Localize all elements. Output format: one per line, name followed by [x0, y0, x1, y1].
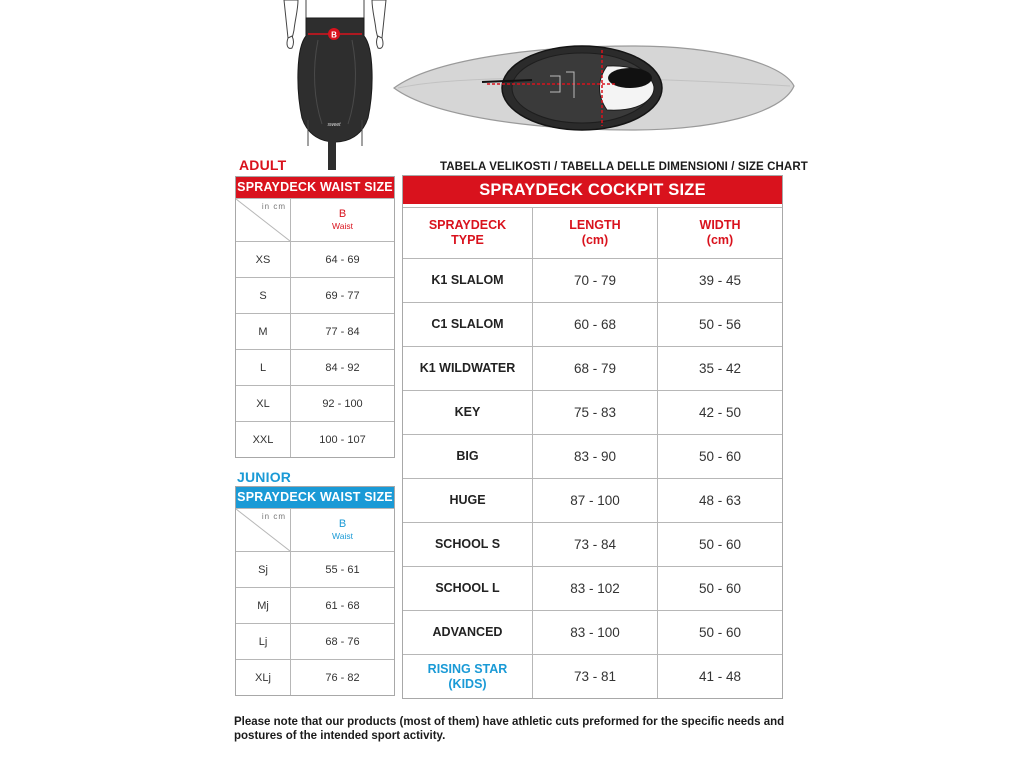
size-cell: S [236, 278, 291, 313]
cockpit-size-table [402, 175, 783, 699]
junior-table-title: SPRAYDECK WAIST SIZE [236, 487, 394, 508]
length-cell: 70 - 79 [533, 259, 658, 302]
table-row [236, 659, 394, 695]
length-cell: 60 - 68 [533, 303, 658, 346]
adult-table-title: SPRAYDECK WAIST SIZE [236, 177, 394, 198]
width-header-line1: WIDTH [699, 218, 741, 232]
length-header [533, 208, 658, 258]
table-row [236, 421, 394, 457]
table-row [403, 346, 782, 390]
cockpit-table-title: SPRAYDECK COCKPIT SIZE [403, 176, 782, 204]
size-cell: Lj [236, 624, 291, 659]
waist-cell: 61 - 68 [325, 599, 360, 612]
table-row [236, 551, 394, 587]
waist-cell: 84 - 92 [325, 361, 360, 374]
waist-cell: 69 - 77 [325, 289, 360, 302]
table-row [403, 258, 782, 302]
waist-cell: 64 - 69 [325, 253, 360, 266]
width-cell: 35 - 42 [698, 361, 742, 376]
table-row [236, 587, 394, 623]
width-cell: 50 - 60 [698, 537, 742, 552]
width-cell: 41 - 48 [698, 669, 742, 684]
waist-cell: 92 - 100 [322, 397, 363, 410]
length-cell: 75 - 83 [533, 391, 658, 434]
type-cell: ADVANCED [403, 611, 533, 654]
size-chart-caption: TABELA VELIKOSTI / TABELLA DELLE DIMENSIONI / SIZE CHART [440, 161, 808, 173]
table-row [403, 566, 782, 610]
length-cell: 83 - 102 [533, 567, 658, 610]
length-cell: 87 - 100 [533, 479, 658, 522]
brand-mark: sweet [327, 122, 341, 128]
junior-waist-size-table [235, 486, 395, 696]
junior-waist-header [291, 509, 394, 551]
adult-waist-letter: B [338, 208, 347, 220]
adult-waist-header [291, 199, 394, 241]
width-header [658, 208, 782, 258]
size-cell: Mj [236, 588, 291, 623]
type-cell: HUGE [403, 479, 533, 522]
size-cell: XS [236, 242, 291, 277]
table-row [236, 385, 394, 421]
spraydeck-figure-illustration [270, 0, 400, 172]
type-cell: K1 SLALOM [403, 259, 533, 302]
table-row [236, 623, 394, 659]
table-row [403, 522, 782, 566]
kids-type-cell [403, 655, 533, 698]
waist-marker-label: B [331, 30, 337, 40]
table-row [236, 349, 394, 385]
table-row [403, 390, 782, 434]
junior-waist-label: Waist [332, 531, 353, 541]
width-cell: 48 - 63 [698, 493, 742, 508]
length-header-line1: LENGTH [569, 218, 621, 232]
type-cell: SCHOOL S [403, 523, 533, 566]
length-header-line2: (cm) [581, 233, 609, 247]
adult-table-column-header [236, 198, 394, 241]
width-cell: 50 - 60 [698, 449, 742, 464]
width-cell: 50 - 60 [698, 625, 742, 640]
size-cell: XXL [236, 422, 291, 457]
table-row [403, 610, 782, 654]
type-header-line1: SPRAYDECK [428, 218, 507, 232]
waist-cell: 77 - 84 [325, 325, 360, 338]
width-cell: 42 - 50 [698, 405, 742, 420]
length-cell: 73 - 84 [533, 523, 658, 566]
type-cell: SCHOOL L [403, 567, 533, 610]
junior-table-column-header [236, 508, 394, 551]
size-cell: M [236, 314, 291, 349]
width-cell: 50 - 56 [698, 317, 742, 332]
junior-section-label: JUNIOR [237, 469, 292, 485]
fit-disclaimer-note: Please note that our products (most of them) have athletic cuts preformed for the specific needs and postures of the intended sport activity. [234, 716, 785, 742]
size-cell: Sj [236, 552, 291, 587]
size-cell: XL [236, 386, 291, 421]
table-row [236, 313, 394, 349]
table-row [236, 277, 394, 313]
adult-unit-label: in cm [261, 202, 286, 211]
adult-waist-size-table [235, 176, 395, 458]
kids-type-line1: RISING STAR [427, 661, 508, 676]
junior-waist-letter: B [338, 518, 347, 530]
type-cell: KEY [403, 391, 533, 434]
spraydeck-type-header [403, 208, 533, 258]
type-header-line2: TYPE [451, 233, 484, 247]
type-cell: K1 WILDWATER [403, 347, 533, 390]
length-cell: 68 - 79 [533, 347, 658, 390]
junior-unit-cell [236, 509, 291, 551]
junior-unit-label: in cm [261, 512, 286, 521]
waist-cell: 76 - 82 [325, 671, 360, 684]
width-cell: 39 - 45 [698, 273, 742, 288]
width-cell: 50 - 60 [698, 581, 742, 596]
width-header-line2: (cm) [706, 233, 734, 247]
adult-waist-label: Waist [332, 221, 353, 231]
cockpit-column-header [403, 207, 782, 258]
waist-cell: 68 - 76 [325, 635, 360, 648]
kids-type-line2: (KIDS) [448, 676, 487, 691]
waist-cell: 55 - 61 [325, 563, 360, 576]
table-row [403, 434, 782, 478]
table-row [403, 302, 782, 346]
size-cell: L [236, 350, 291, 385]
kayak-cockpit-illustration [392, 36, 796, 138]
length-cell: 83 - 100 [533, 611, 658, 654]
waist-cell: 100 - 107 [319, 433, 366, 446]
type-cell: BIG [403, 435, 533, 478]
table-row-kids [403, 654, 782, 698]
table-row [403, 478, 782, 522]
table-row [236, 241, 394, 277]
adult-unit-cell [236, 199, 291, 241]
type-cell: C1 SLALOM [403, 303, 533, 346]
adult-section-label: ADULT [239, 157, 287, 173]
length-cell: 83 - 90 [533, 435, 658, 478]
length-cell: 73 - 81 [533, 655, 658, 698]
size-cell: XLj [236, 660, 291, 695]
